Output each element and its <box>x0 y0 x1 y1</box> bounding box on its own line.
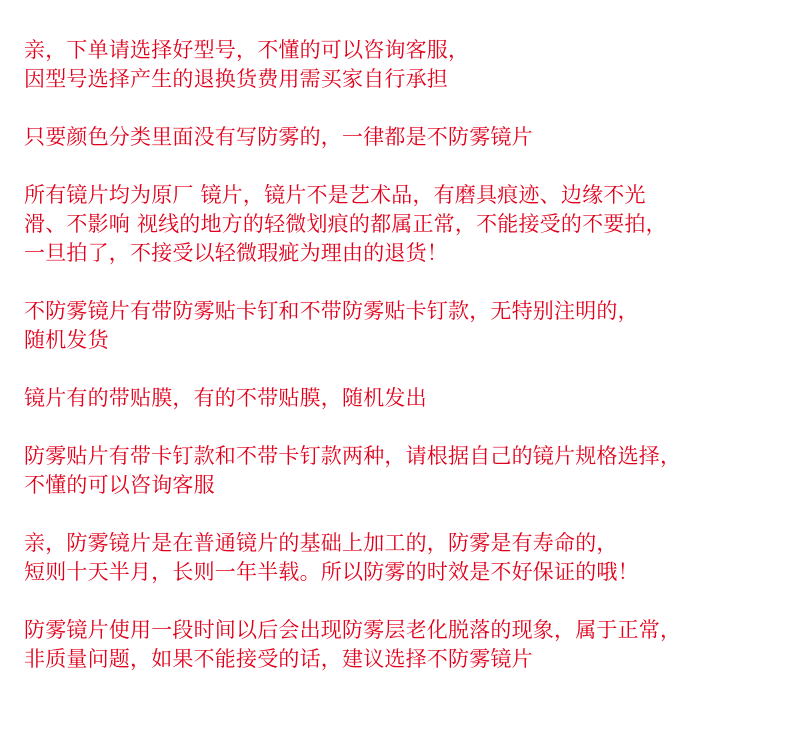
notice-line: 滑、不影响 视线的地方的轻微划痕的都属正常，不能接受的不要拍， <box>24 212 667 236</box>
notice-paragraph-lens-quality <box>24 181 784 268</box>
notice-paragraph-antifog-pins <box>24 297 784 355</box>
notice-line: 非质量问题，如果不能接受的话，建议选择不防雾镜片 <box>24 647 533 671</box>
notice-line: 随机发货 <box>24 328 109 352</box>
notice-line: 短则十天半月，长则一年半载。所以防雾的时效是不好保证的哦！ <box>24 560 639 584</box>
notice-line: 不懂的可以咨询客服 <box>24 473 215 497</box>
notice-line: 一旦拍了，不接受以轻微瑕疵为理由的退货！ <box>24 241 448 265</box>
notice-paragraph-antifog-sticker-types <box>24 442 784 500</box>
notice-paragraph-film <box>24 384 784 413</box>
notice-line: 只要颜色分类里面没有写防雾的，一律都是不防雾镜片 <box>24 125 533 149</box>
notice-paragraph-antifog-aging <box>24 616 784 674</box>
notice-line: 防雾镜片使用一段时间以后会出现防雾层老化脱落的现象，属于正常， <box>24 618 682 642</box>
notice-line: 因型号选择产生的退换货费用需买家自行承担 <box>24 67 448 91</box>
notice-paragraph-antifog-default <box>24 123 784 152</box>
notice-line: 亲，防雾镜片是在普通镜片的基础上加工的，防雾是有寿命的， <box>24 531 618 555</box>
notice-paragraph-model-selection <box>24 36 784 94</box>
notice-line: 防雾贴片有带卡钉款和不带卡钉款两种，请根据自己的镜片规格选择， <box>24 444 682 468</box>
notice-line: 不防雾镜片有带防雾贴卡钉和不带防雾贴卡钉款，无特别注明的， <box>24 299 639 323</box>
notice-paragraph-antifog-lifespan <box>24 529 784 587</box>
notice-text-block <box>24 36 784 703</box>
notice-line: 所有镜片均为原厂 镜片，镜片不是艺术品，有磨具痕迹、边缘不光 <box>24 183 646 207</box>
notice-line: 亲，下单请选择好型号，不懂的可以咨询客服， <box>24 38 470 62</box>
notice-line: 镜片有的带贴膜，有的不带贴膜，随机发出 <box>24 386 427 410</box>
